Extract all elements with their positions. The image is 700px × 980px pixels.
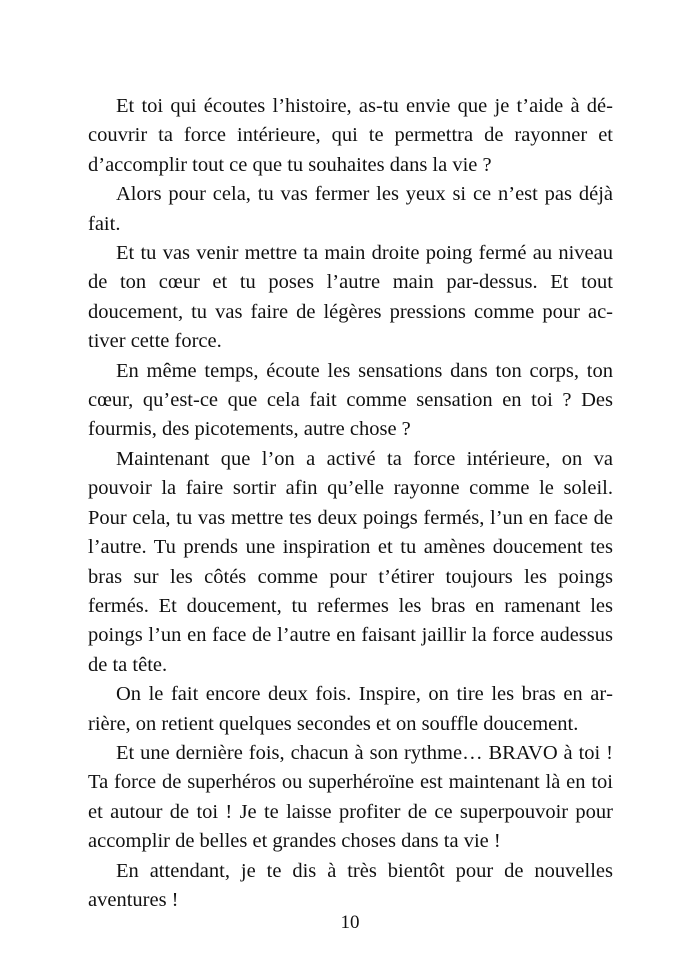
paragraph: On le fait encore deux fois. Inspire, on tire les bras en arrière, on retient quelques secondes et on souffle doucement. [88,683,613,735]
paragraph: En même temps, écoute les sensations dans ton corps, ton cœur, qu’est-ce que cela fait comme sensation en toi ? Des fourmis, des picotements, autre chose ? [88,359,613,441]
paragraph: Maintenant que l’on a activé ta force intérieure, on va pouvoir la faire sortir afin qu’elle rayonne comme le soleil. Pour cela, tu vas mettre tes deux poings fermés, l’un en face de l’autre. Tu prends une inspiration et tu amènes doucement tes bras sur les côtés comme pour t’étirer toujours les poings fermés. Et doucement, tu refermes les bras en ramenant les poings l’un en face de l’autre en faisant jaillir la force audessus de ta tête. [88,447,613,676]
paragraph: Et toi qui écoutes l’histoire, as-tu envie que je t’aide à découvrir ta force intérieure, qui te permettra de rayonner et d’accomplir tout ce que tu souhaites dans la vie ? [88,95,613,176]
page-body [88,92,613,915]
paragraph: Et tu vas venir mettre ta main droite poing fermé au niveau de ton cœur et tu poses l’autre main par-dessus. Et tout doucement, tu vas faire de légères pressions comme pour activer cette force. [88,242,613,353]
paragraph: En attendant, je te dis à très bientôt pour de nouvelles aventures ! [88,859,613,911]
paragraph: Alors pour cela, tu vas fermer les yeux si ce n’est pas déjà fait. [88,183,613,235]
paragraph: Et une dernière fois, chacun à son rythme… BRAVO à toi ! Ta force de superhéros ou superhéroïne est maintenant là en toi et autour de toi ! Je te laisse profiter de ce superpouvoir pour accomplir de belles et grandes choses dans ta vie ! [88,741,613,853]
page-number: 10 [340,912,360,933]
